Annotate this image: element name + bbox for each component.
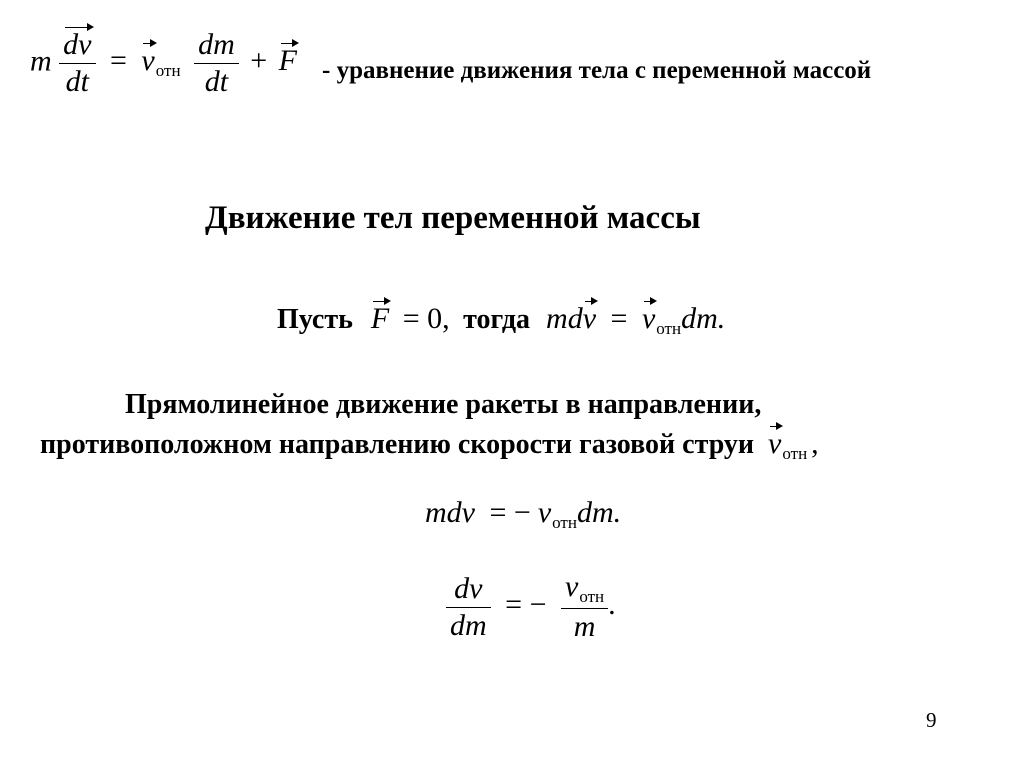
equals-minus: = − [505, 587, 547, 621]
velocity-vector: v [582, 302, 597, 335]
page-number: 9 [926, 708, 937, 732]
subscript-otn: отн [782, 444, 808, 463]
dm-symbol: dm. [576, 496, 622, 529]
fraction-dv-dt: $\frac{dv}{dt}$ [59, 30, 95, 97]
equals-sign: = [610, 302, 628, 335]
differential-equation [446, 572, 616, 642]
word-pust: Пусть [277, 304, 353, 335]
equals-zero: = 0, [402, 302, 450, 335]
subscript-otn: отн [656, 319, 682, 338]
mass-symbol: m [30, 44, 52, 78]
force-vector: F [370, 302, 390, 335]
slide-title: Движение тел переменной массы [205, 200, 701, 236]
rocket-equation [425, 498, 621, 531]
relative-velocity-vector: v [768, 427, 782, 460]
condition-line [277, 304, 725, 337]
equation-of-motion [30, 30, 297, 97]
v-symbol: v [537, 496, 552, 529]
paragraph-line-2 [40, 429, 819, 462]
subscript-otn: отн [552, 513, 577, 532]
mdv-symbol: mdv [425, 496, 475, 529]
dm-symbol: dm. [681, 302, 726, 335]
comma: , [811, 427, 819, 460]
equals-minus: = − [489, 496, 531, 529]
fraction-v-m: $\frac{v_{отн}}{m}$ [561, 572, 608, 642]
relative-velocity-vector: v [641, 302, 656, 335]
subscript-otn: отн [155, 61, 181, 81]
paragraph-line-1: Прямолинейное движение ракеты в направлении, [125, 389, 762, 420]
equation-caption: - уравнение движения тела с переменной массой [322, 57, 872, 84]
fraction-dm-dt: $\frac{dm}{dt}$ [194, 30, 239, 97]
velocity-vector: dv [63, 28, 92, 61]
equals-sign: = [110, 44, 127, 78]
paragraph-text: противоположном направлению скорости газовой струи [40, 429, 755, 460]
word-togda: тогда [463, 304, 531, 335]
force-vector: F [278, 44, 297, 78]
plus-sign: + [250, 44, 268, 78]
fraction-dv-dm: $\frac{dv}{dm}$ [446, 574, 491, 641]
period: . [608, 587, 616, 621]
m-d: md [546, 302, 583, 335]
relative-velocity-vector: v [141, 44, 155, 78]
